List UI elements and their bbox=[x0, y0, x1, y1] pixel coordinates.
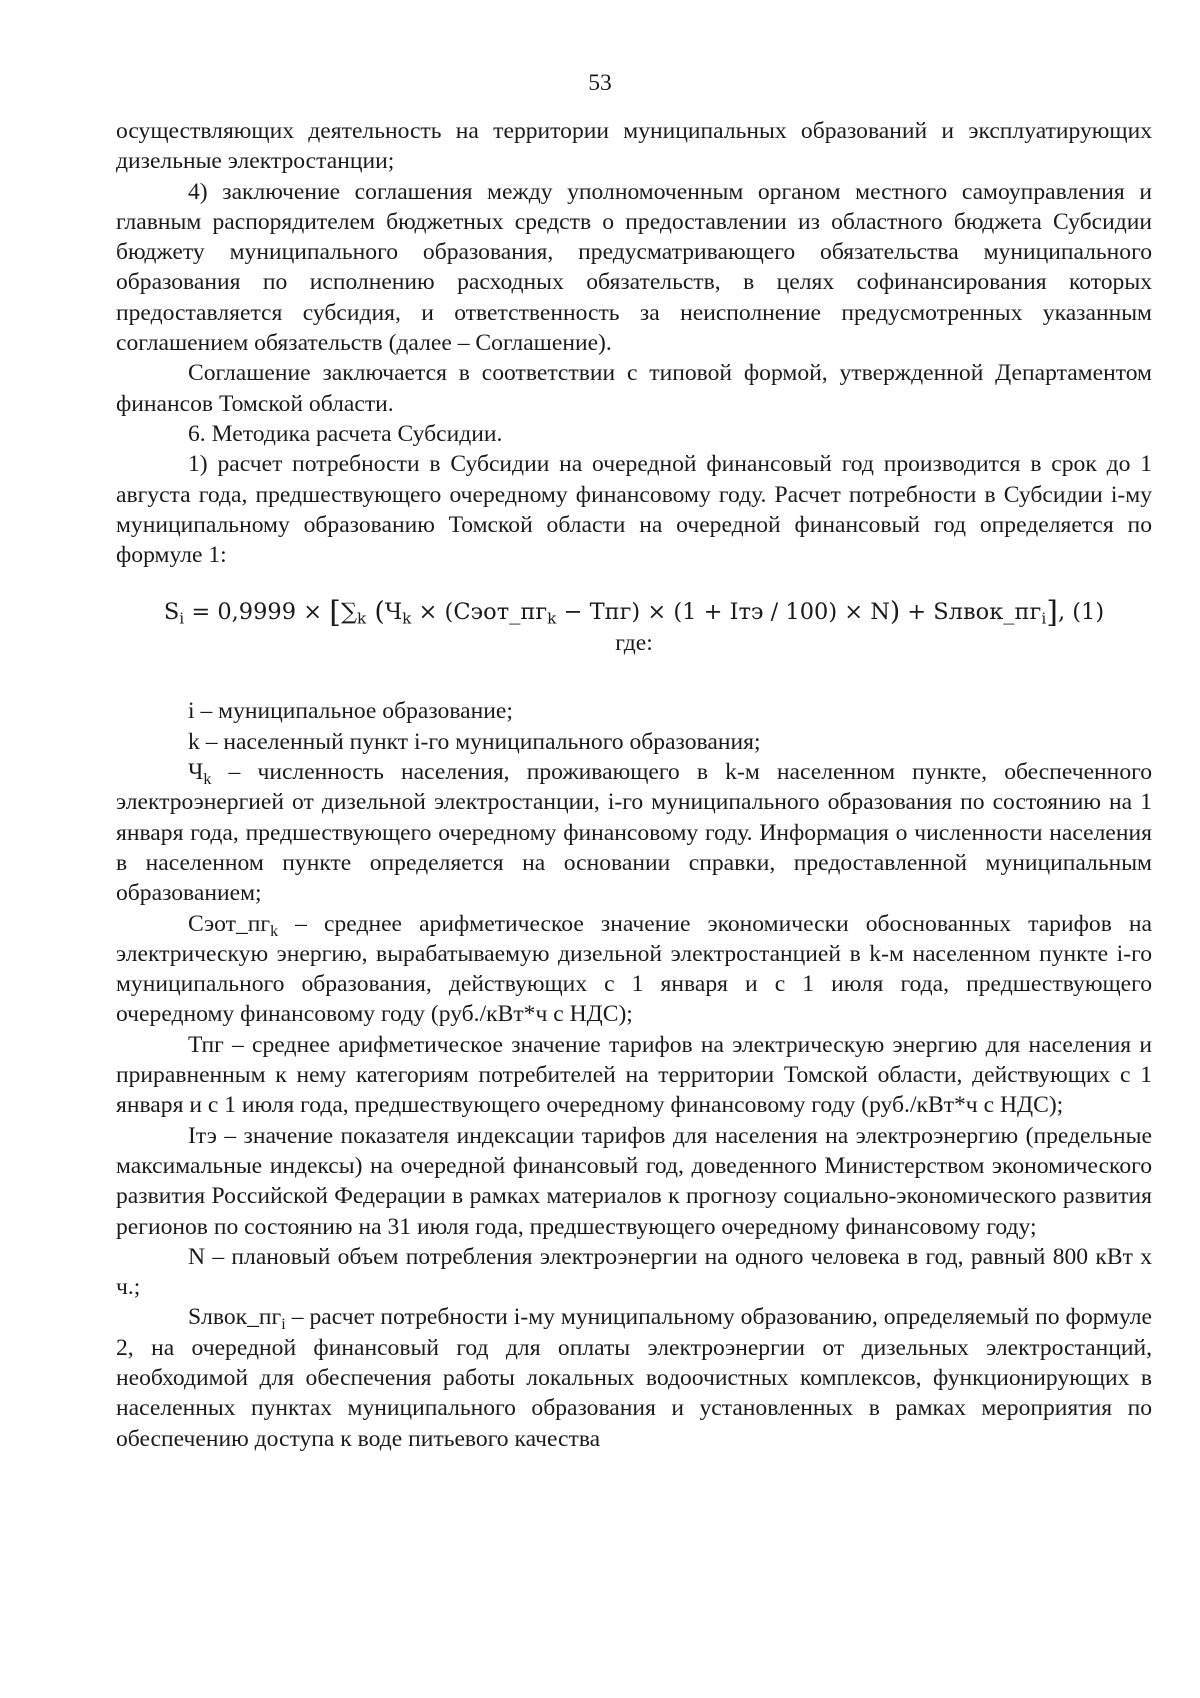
paragraph-continuation: осуществляющих деятельность на территории муниципальных образований и эксплуатирующих дизельные электростанции; bbox=[116, 118, 1152, 175]
formula-open-bracket: [ bbox=[329, 595, 341, 631]
paragraph-agreement-form: Соглашение заключается в соответствии с типовой формой, утвержденной Департаментом финансов Томской области. bbox=[116, 360, 1152, 417]
definition-tpg-tariff: Тпг – среднее арифметическое значение тарифов на электрическую энергию для населения и приравненным к нему категориям потребителей на территории Томской области, действующих с 1 января и с 1 июля года, предшествующего очередному финансовому году (руб./кВт*ч с НДС); bbox=[116, 1031, 1152, 1119]
definition-i: i – муниципальное образование; bbox=[188, 698, 513, 725]
section-heading-methodology: 6. Методика расчета Субсидии. bbox=[188, 420, 503, 447]
document-body bbox=[116, 116, 1152, 1454]
definition-k: k – населенный пункт i-го муниципального образования; bbox=[188, 728, 761, 755]
formula-1: $S_i = 0,9999 \times [\sum_k$ ($Ч_k$ × $(Сэот\_пг_k - Тпг) \times (1$ + Iтэ / $100) \times N) + Sлвок\_пг_i$], (1) bbox=[163, 595, 1105, 631]
page-number: 53 bbox=[588, 70, 612, 96]
definition-population: $Ч_k$ – численность населения, проживающего в k-м населенном пункте, обеспеченного электроэнергией от дизельной электростанции, i-го муниципального образования по состоянию на 1 января года, предшествующего очередному финансовому году. Информация о численности населения в населенном пункте определяется на основании справки, предоставленной муниципальным образованием; bbox=[116, 759, 1152, 907]
paragraph-agreement-clause: 4) заключение соглашения между уполномоченным органом местного самоуправления и главным распорядителем бюджетных средств о предоставлении из областного бюджета Субсидии бюджету муниципального образования, предусматривающего обязательства муниципального образования по исполнению расходных обязательств, в целях софинансирования которых предоставляется субсидия, и ответственность за неисполнение предусмотренных указанным соглашением обязательств (далее – Соглашение). bbox=[116, 178, 1152, 357]
definition-ite-index: Iтэ – значение показателя индексации тарифов для населения на электроэнергию (предельные максимальные индексы) на очередной финансовый год, доведенного Министерством экономического развития Российской Федерации в рамках материалов к прогнозу социально-экономического развития регионов по состоянию на 31 июля года, предшествующего очередному финансовому году; bbox=[116, 1122, 1152, 1240]
formula-lhs: S bbox=[163, 599, 180, 626]
formula-sum-symbol: ∑ bbox=[340, 599, 357, 626]
formula-close-bracket: ] bbox=[1046, 595, 1058, 631]
definition-s-water-complex: $Sлвок\_пг_i$ – расчет потребности i-му муниципальному образованию, определяемый по формуле 2, на очередной финансовый год для оплаты электроэнергии от дизельных электростанций, необходимой для обеспечения работы локальных водоочистных комплексов, функционирующих в населенных пунктах муниципального образования и установленных в рамках мероприятия по обеспечению доступа к воде питьевого качества bbox=[116, 1304, 1152, 1452]
paragraph-calculation-intro: 1) расчет потребности в Субсидии на очередной финансовый год производится в срок до 1 августа года, предшествующего очередному финансовому году. Расчет потребности в Субсидии i-му муниципальному образованию Томской области на очередной финансовый год определяется по формуле 1: bbox=[116, 451, 1152, 569]
definition-seot-tariff: $Сэот\_пг_k$ – среднее арифметическое значение экономически обоснованных тарифов на электрическую энергию, вырабатываемую дизельной электростанцией в k-м населенном пункте i-го муниципального образования, действующих с 1 января и с 1 июля года, предшествующего очередному финансовому году (руб./кВт*ч с НДС); bbox=[116, 910, 1152, 1028]
formula-number: , (1) bbox=[1057, 599, 1105, 626]
formula-where-label: где: bbox=[615, 630, 653, 657]
definition-n-consumption: N – плановый объем потребления электроэнергии на одного человека в год, равный 800 кВт х ч.; bbox=[116, 1243, 1152, 1301]
